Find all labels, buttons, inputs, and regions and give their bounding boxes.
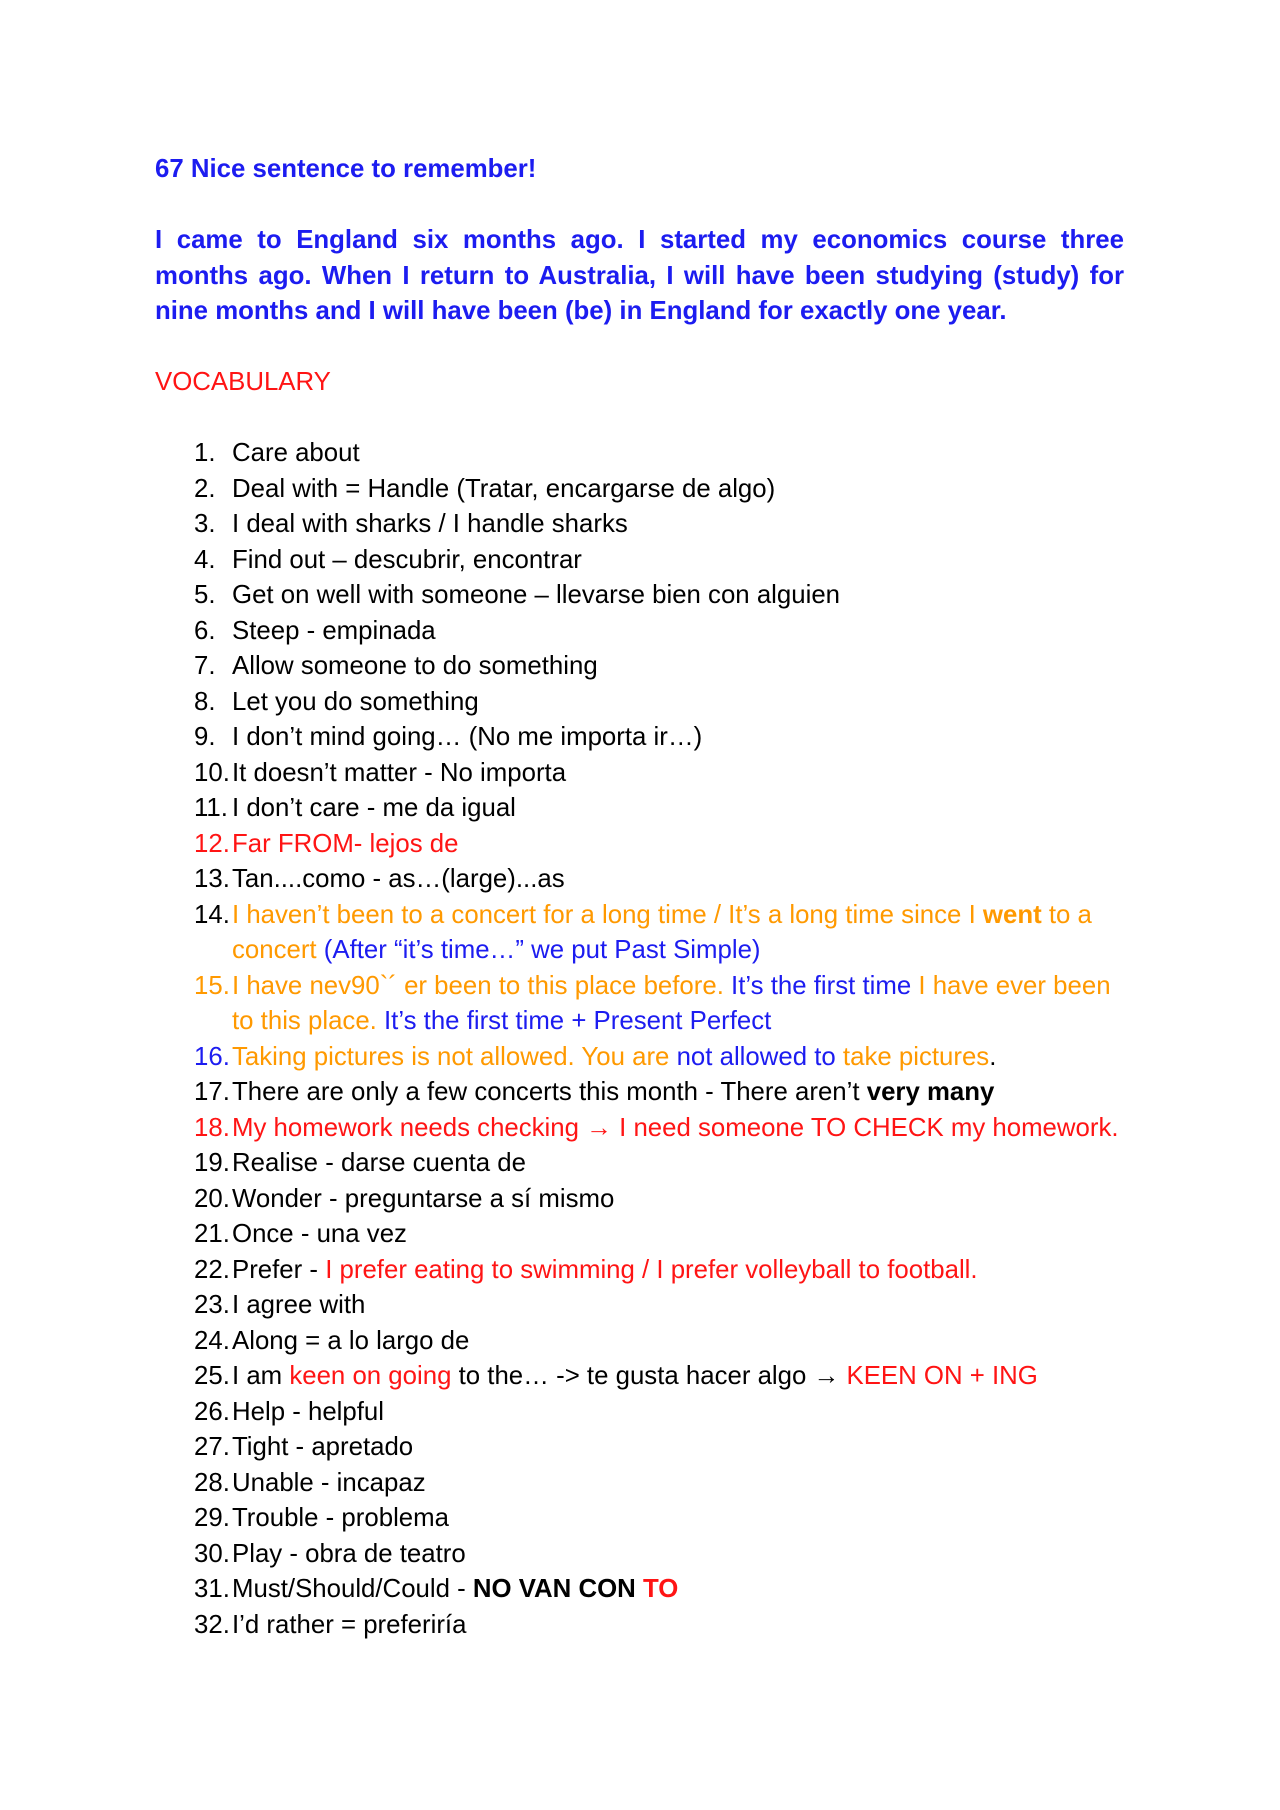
item-text: (After “it’s time…” we put Past Simple) [323, 936, 761, 964]
item-text: very many [866, 1078, 995, 1106]
item-number: 32. [194, 1610, 230, 1639]
vocabulary-item [155, 1395, 1132, 1431]
item-number: 16. [194, 1042, 230, 1071]
item-number: 2. [194, 474, 216, 503]
item-text: Help - helpful [232, 1397, 384, 1426]
item-text: It’s the first time + Present Perfect [384, 1007, 772, 1035]
item-text: My homework needs checking → I need someone TO CHECK my homework. [232, 1113, 1119, 1142]
item-text: Along = a lo largo de [232, 1326, 470, 1355]
vocabulary-item [155, 898, 1132, 969]
vocabulary-item [155, 472, 1132, 508]
item-number: 14. [194, 900, 230, 929]
document-heading: 67 Nice sentence to remember! [155, 155, 537, 183]
item-text: Steep - empinada [232, 616, 436, 645]
item-text: not allowed to [676, 1042, 836, 1071]
vocabulary-item [155, 436, 1132, 472]
vocabulary-item [155, 756, 1132, 792]
item-text: It doesn’t matter - No importa [232, 758, 567, 787]
item-text: keen on going [289, 1362, 452, 1390]
vocabulary-item [155, 1430, 1132, 1466]
item-number: 13. [194, 865, 230, 893]
item-text: take pictures [835, 1042, 990, 1071]
item-number: 1. [194, 439, 216, 467]
item-text: TO [642, 1575, 679, 1603]
item-text: to a concert [232, 900, 1092, 964]
vocabulary-item [155, 862, 1132, 898]
vocabulary-list [155, 436, 1132, 1643]
vocabulary-item [155, 685, 1132, 721]
vocabulary-item [155, 1182, 1132, 1218]
item-number: 22. [194, 1255, 230, 1284]
vocabulary-item [155, 649, 1132, 685]
item-number: 27. [194, 1433, 230, 1461]
item-text: I deal with sharks / I handle sharks [232, 510, 628, 538]
item-number: 19. [194, 1149, 230, 1177]
item-number: 20. [194, 1184, 230, 1213]
item-text: Trouble - problema [232, 1504, 449, 1532]
item-text: Taking pictures is not allowed. [232, 1042, 575, 1071]
item-text: I have nev90`´ er been to this place before. [232, 971, 732, 1000]
item-text: I don’t mind going… (No me importa ir…) [232, 723, 703, 751]
item-number: 9. [194, 723, 216, 751]
item-number: 4. [194, 545, 216, 574]
item-text: Must/Should/Could - [232, 1575, 473, 1603]
item-text: Play - obra de teatro [232, 1539, 466, 1568]
vocabulary-item [155, 1253, 1132, 1289]
item-number: 31. [194, 1575, 230, 1603]
vocabulary-item [155, 614, 1132, 650]
item-text: Tight - apretado [232, 1433, 414, 1461]
vocabulary-item [155, 543, 1132, 579]
item-number: 18. [194, 1113, 230, 1142]
vocabulary-item [155, 1501, 1132, 1537]
item-text: Once - una vez [232, 1220, 407, 1248]
item-text: You are [574, 1042, 677, 1071]
item-number: 24. [194, 1326, 230, 1355]
item-text: KEEN ON + ING [846, 1362, 1038, 1390]
item-number: 11. [194, 794, 228, 822]
item-text: Care about [232, 439, 360, 467]
item-number: 8. [194, 687, 216, 716]
vocabulary-item [155, 1324, 1132, 1360]
item-number: 15. [194, 971, 230, 1000]
item-text: Prefer - [232, 1255, 326, 1284]
item-text: I have ever been to this place. [232, 971, 1111, 1035]
item-text: Unable - incapaz [232, 1468, 426, 1497]
vocabulary-item [155, 969, 1132, 1040]
item-number: 26. [194, 1397, 230, 1426]
item-text: Realise - darse cuenta de [232, 1149, 526, 1177]
item-text: Tan....como - as…(large)...as [232, 865, 565, 893]
item-number: 21. [194, 1220, 230, 1248]
item-text: Far FROM- lejos de [232, 829, 459, 858]
item-number: 29. [194, 1504, 230, 1532]
item-text: Let you do something [232, 687, 479, 716]
vocabulary-item [155, 578, 1132, 614]
vocabulary-item [155, 507, 1132, 543]
item-text: Deal with = Handle (Tratar, encargarse de algo) [232, 474, 776, 503]
vocabulary-item [155, 1040, 1132, 1076]
item-number: 17. [194, 1078, 230, 1106]
item-number: 23. [194, 1291, 230, 1319]
item-number: 5. [194, 581, 216, 609]
vocabulary-item [155, 1359, 1132, 1395]
vocabulary-heading: VOCABULARY [155, 368, 331, 396]
vocabulary-item [155, 827, 1132, 863]
vocabulary-item [155, 1572, 1132, 1608]
item-number: 30. [194, 1539, 230, 1568]
item-text: . [989, 1042, 997, 1071]
item-number: 12. [194, 829, 230, 858]
item-text: Allow someone to do something [232, 652, 598, 680]
item-text: I don’t care - me da igual [232, 794, 516, 822]
item-text: to the… -> te gusta hacer algo → [451, 1362, 847, 1390]
item-number: 25. [194, 1362, 230, 1390]
item-text: went [982, 900, 1042, 929]
example-paragraph: I came to England six months ago. I started my economics course three months ago. When I return to Australia, I will have been studying (study) for nine months and I will have been (be) in England for exactly one year. [155, 226, 1124, 325]
item-number: 3. [194, 510, 216, 538]
item-number: 28. [194, 1468, 230, 1497]
item-text: It’s the first time [731, 971, 912, 1000]
item-number: 10. [194, 758, 230, 787]
vocabulary-item [155, 1075, 1132, 1111]
item-number: 6. [194, 616, 216, 645]
item-text: I prefer eating to swimming / I prefer volleyball to football. [325, 1255, 978, 1284]
vocabulary-item [155, 1111, 1132, 1147]
vocabulary-item [155, 720, 1132, 756]
vocabulary-item [155, 1537, 1132, 1573]
item-text: I haven’t been to a concert for a long time / It’s a long time since I [232, 900, 983, 929]
item-text: I’d rather = preferiría [232, 1610, 467, 1639]
item-text: I agree with [232, 1291, 366, 1319]
vocabulary-item [155, 1146, 1132, 1182]
item-text: NO VAN CON [472, 1575, 643, 1603]
document-page [155, 152, 1124, 1643]
item-text: I am [232, 1362, 290, 1390]
item-text: Wonder - preguntarse a sí mismo [232, 1184, 615, 1213]
vocabulary-item [155, 1217, 1132, 1253]
item-text: There are only a few concerts this month - There aren’t [232, 1078, 867, 1106]
item-text: Find out – descubrir, encontrar [232, 545, 582, 574]
vocabulary-item [155, 1466, 1132, 1502]
vocabulary-item [155, 791, 1132, 827]
item-number: 7. [194, 652, 216, 680]
vocabulary-item [155, 1288, 1132, 1324]
vocabulary-item [155, 1608, 1132, 1644]
item-text: Get on well with someone – llevarse bien con alguien [232, 581, 841, 609]
